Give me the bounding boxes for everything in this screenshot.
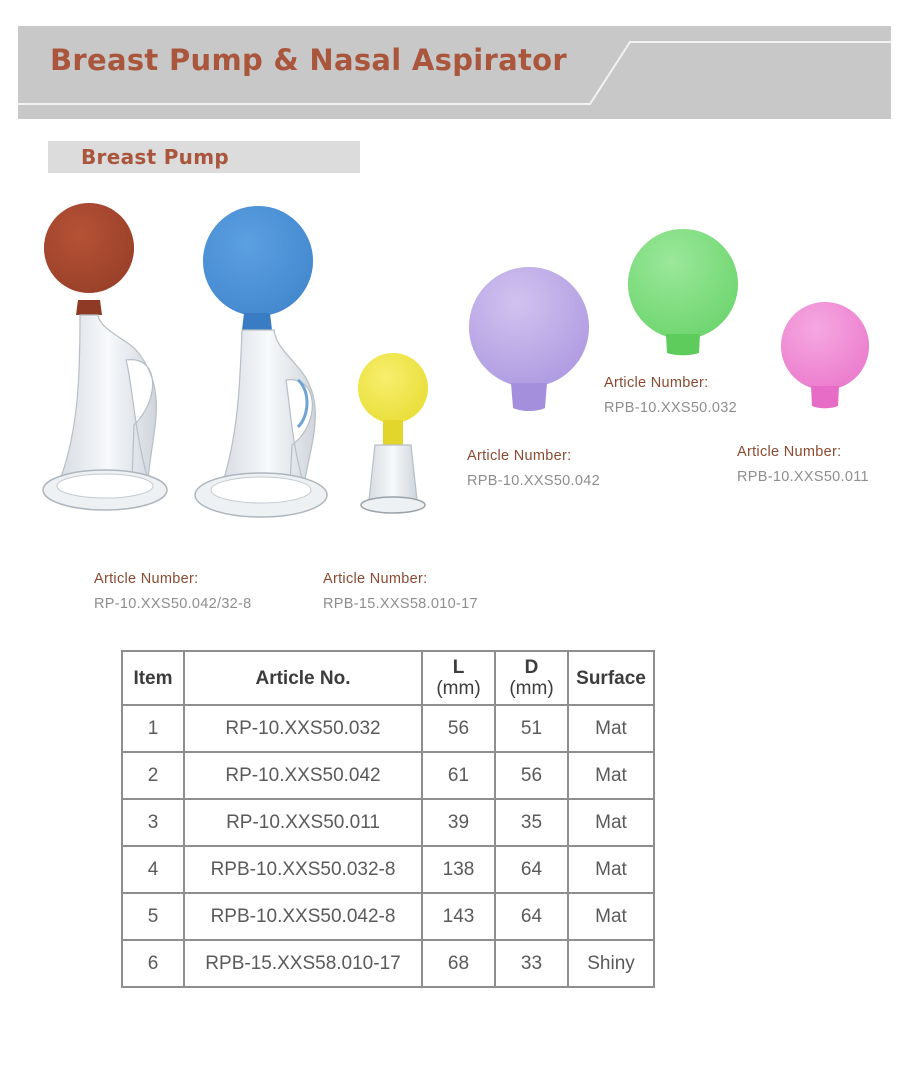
table-row (122, 705, 654, 752)
article-number: RPB-10.XXS50.032 (604, 400, 737, 416)
article-label: Article Number: (94, 571, 199, 587)
cell-l: 143 (422, 893, 495, 940)
col-header-l-label: L (452, 657, 465, 678)
article-caption-yellow (323, 567, 478, 617)
cell-d: 56 (495, 752, 568, 799)
cell-surface: Mat (568, 846, 654, 893)
cell-d: 64 (495, 846, 568, 893)
col-header-d (495, 651, 568, 705)
article-number: RPB-15.XXS58.010-17 (323, 596, 478, 612)
col-header-surface: Surface (568, 651, 654, 705)
article-label: Article Number: (604, 375, 709, 391)
col-header-l (422, 651, 495, 705)
page-title: Breast Pump & Nasal Aspirator (50, 43, 567, 77)
article-caption-purple (467, 444, 600, 494)
spec-table (121, 650, 655, 988)
cell-l: 39 (422, 799, 495, 846)
table-row (122, 846, 654, 893)
red-bulb-breast-pump-image (40, 190, 172, 525)
cell-item: 4 (122, 846, 184, 893)
pink-bulb-image (778, 300, 873, 412)
cell-item: 1 (122, 705, 184, 752)
section-title: Breast Pump (81, 145, 229, 169)
cell-item: 2 (122, 752, 184, 799)
table-row (122, 940, 654, 987)
cell-surface: Mat (568, 893, 654, 940)
cell-d: 35 (495, 799, 568, 846)
article-number: RPB-10.XXS50.042 (467, 473, 600, 489)
col-header-l-unit: (mm) (436, 678, 481, 699)
cell-surface: Mat (568, 799, 654, 846)
cell-d: 33 (495, 940, 568, 987)
col-header-d-label: D (524, 657, 539, 678)
cell-item: 6 (122, 940, 184, 987)
cell-article: RPB-10.XXS50.032-8 (184, 846, 422, 893)
article-caption-green (604, 371, 737, 421)
cell-d: 64 (495, 893, 568, 940)
page-banner (18, 26, 891, 119)
cell-article: RP-10.XXS50.011 (184, 799, 422, 846)
cell-item: 5 (122, 893, 184, 940)
article-label: Article Number: (323, 571, 428, 587)
cell-article: RP-10.XXS50.032 (184, 705, 422, 752)
col-header-d-unit: (mm) (509, 678, 554, 699)
table-header-row (122, 651, 654, 705)
green-bulb-image (624, 228, 746, 358)
blue-bulb-breast-pump-image (192, 205, 332, 525)
purple-bulb-image (466, 265, 596, 415)
article-number: RPB-10.XXS50.011 (737, 469, 869, 485)
article-caption-pink (737, 440, 869, 490)
cell-article: RPB-15.XXS58.010-17 (184, 940, 422, 987)
yellow-bulb-breast-pump-image (355, 350, 435, 515)
cell-surface: Mat (568, 752, 654, 799)
cell-l: 68 (422, 940, 495, 987)
article-number: RP-10.XXS50.042/32-8 (94, 596, 252, 612)
cell-surface: Mat (568, 705, 654, 752)
table-row (122, 752, 654, 799)
cell-l: 138 (422, 846, 495, 893)
cell-l: 61 (422, 752, 495, 799)
cell-item: 3 (122, 799, 184, 846)
cell-d: 51 (495, 705, 568, 752)
article-label: Article Number: (467, 448, 572, 464)
article-label: Article Number: (737, 444, 842, 460)
article-caption-pumps (94, 567, 252, 617)
cell-surface: Shiny (568, 940, 654, 987)
cell-l: 56 (422, 705, 495, 752)
table-row (122, 799, 654, 846)
col-header-item: Item (122, 651, 184, 705)
cell-article: RPB-10.XXS50.042-8 (184, 893, 422, 940)
section-heading (48, 141, 360, 173)
table-row (122, 893, 654, 940)
cell-article: RP-10.XXS50.042 (184, 752, 422, 799)
col-header-article: Article No. (184, 651, 422, 705)
